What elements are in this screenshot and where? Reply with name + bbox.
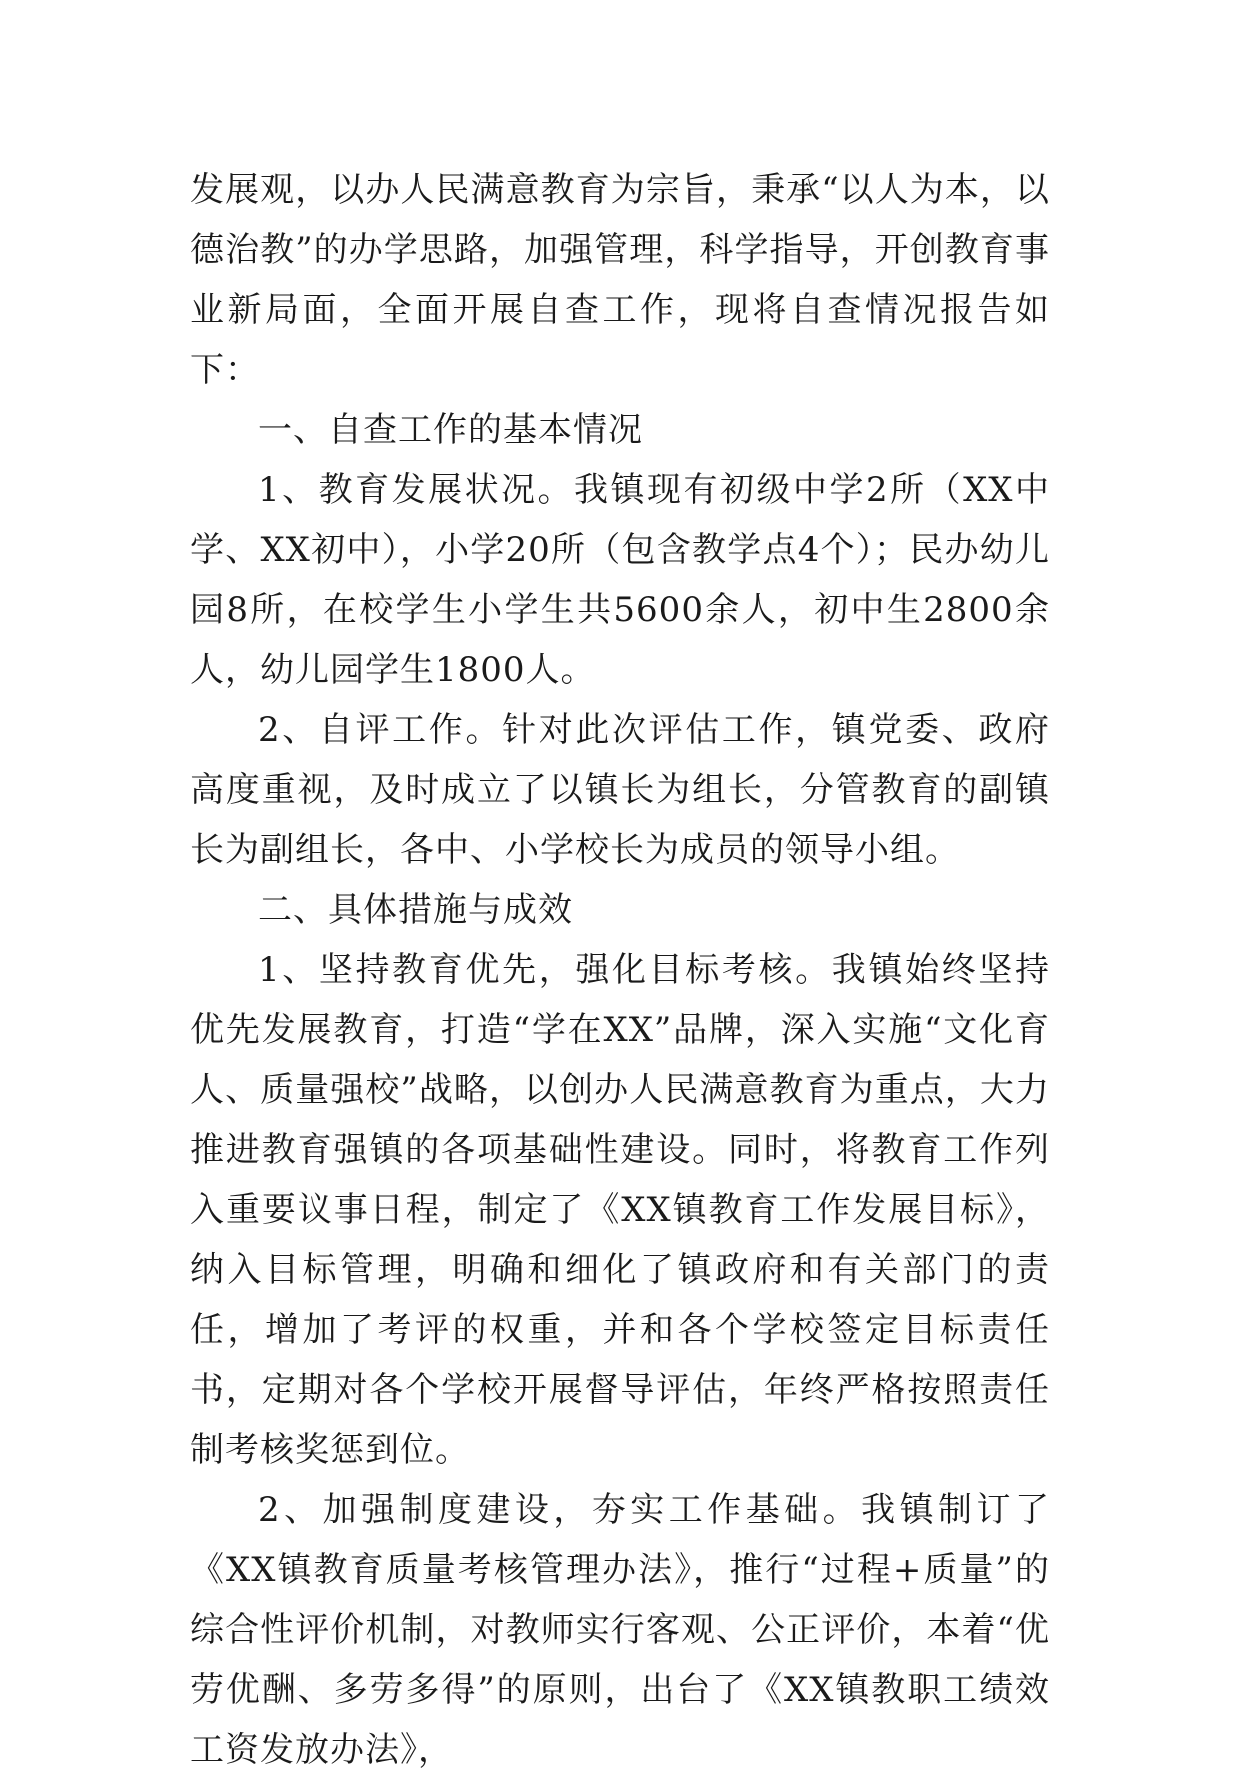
- paragraph-intro: 发展观，以办人民满意教育为宗旨，秉承“以人为本，以德治教”的办学思路，加强管理，科学指导，开创教育事业新局面，全面开展自查工作，现将自查情况报告如下：: [190, 170, 1050, 390]
- section-heading-2: 二、具体措施与成效: [258, 890, 573, 930]
- paragraph-education-status: 1、教育发展状况。我镇现有初级中学2所（XX中学、XX初中），小学20所（包含教学点4个）；民办幼儿园8所，在校学生小学生共5600余人，初中生2800余人，幼儿园学生1800人。: [190, 470, 1050, 690]
- document-body: [190, 160, 1050, 1780]
- paragraph-education-priority: 1、坚持教育优先，强化目标考核。我镇始终坚持优先发展教育，打造“学在XX”品牌，深入实施“文化育人、质量强校”战略，以创办人民满意教育为重点，大力推进教育强镇的各项基础性建设。同时，将教育工作列入重要议事日程，制定了《XX镇教育工作发展目标》，纳入目标管理，明确和细化了镇政府和有关部门的责任，增加了考评的权重，并和各个学校签定目标责任书，定期对各个学校开展督导评估，年终严格按照责任制考核奖惩到位。: [190, 950, 1050, 1470]
- paragraph-self-evaluation: 2、自评工作。针对此次评估工作，镇党委、政府高度重视，及时成立了以镇长为组长，分管教育的副镇长为副组长，各中、小学校长为成员的领导小组。: [190, 710, 1050, 870]
- section-heading-1: 一、自查工作的基本情况: [258, 410, 643, 450]
- paragraph-system-building: 2、加强制度建设，夯实工作基础。我镇制订了《XX镇教育质量考核管理办法》，推行“过程+质量”的综合性评价机制，对教师实行客观、公正评价，本着“优劳优酬、多劳多得”的原则，出台了《XX镇教职工绩效工资发放办法》，: [190, 1490, 1050, 1770]
